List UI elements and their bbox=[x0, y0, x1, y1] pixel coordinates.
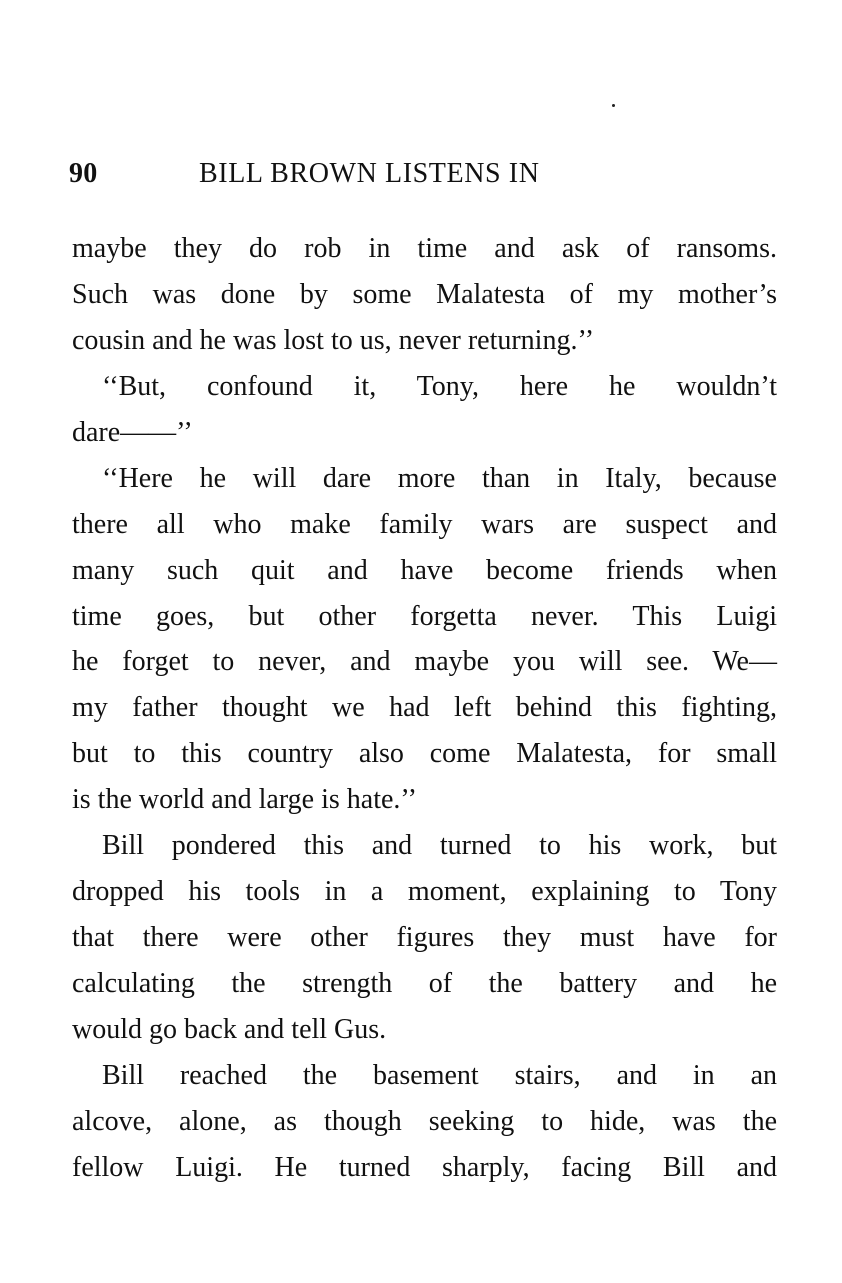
text-line: would go back and tell Gus. bbox=[72, 1013, 387, 1045]
body-text bbox=[72, 226, 777, 1191]
text-line: ‘‘But, confound it, Tony, here he wouldn’t bbox=[102, 370, 777, 402]
text-line: dare——’’ bbox=[72, 416, 193, 448]
text-line: Bill reached the basement stairs, and in an bbox=[102, 1059, 777, 1091]
text-line: maybe they do rob in time and ask of ransoms. bbox=[72, 233, 777, 264]
text-line: ‘‘Here he will dare more than in Italy, because bbox=[102, 462, 777, 494]
text-line: there all who make family wars are suspect and bbox=[72, 508, 777, 540]
ink-speck bbox=[612, 104, 615, 107]
running-title: BILL BROWN LISTENS IN bbox=[199, 158, 540, 189]
text-line: calculating the strength of the battery and he bbox=[72, 968, 777, 999]
text-line: he forget to never, and maybe you will see. We— bbox=[72, 646, 777, 678]
page-number: 90 bbox=[69, 158, 98, 189]
text-line: alcove, alone, as though seeking to hide, was the bbox=[72, 1105, 777, 1137]
text-line: Such was done by some Malatesta of my mother’s bbox=[72, 278, 777, 310]
text-line: Bill pondered this and turned to his work, but bbox=[102, 830, 777, 862]
text-line: my father thought we had left behind this fighting, bbox=[72, 692, 777, 724]
text-line: dropped his tools in a moment, explaining to Tony bbox=[72, 876, 777, 908]
text-line: but to this country also come Malatesta, for small bbox=[72, 738, 777, 770]
text-line: is the world and large is hate.’’ bbox=[72, 784, 417, 816]
text-line: time goes, but other forgetta never. This Luigi bbox=[72, 600, 777, 632]
text-line: cousin and he was lost to us, never returning.’’ bbox=[72, 324, 595, 356]
text-line: many such quit and have become friends when bbox=[72, 554, 777, 586]
page-header bbox=[69, 154, 775, 194]
text-line: that there were other figures they must have for bbox=[72, 922, 777, 954]
text-line: fellow Luigi. He turned sharply, facing Bill and bbox=[72, 1151, 777, 1183]
